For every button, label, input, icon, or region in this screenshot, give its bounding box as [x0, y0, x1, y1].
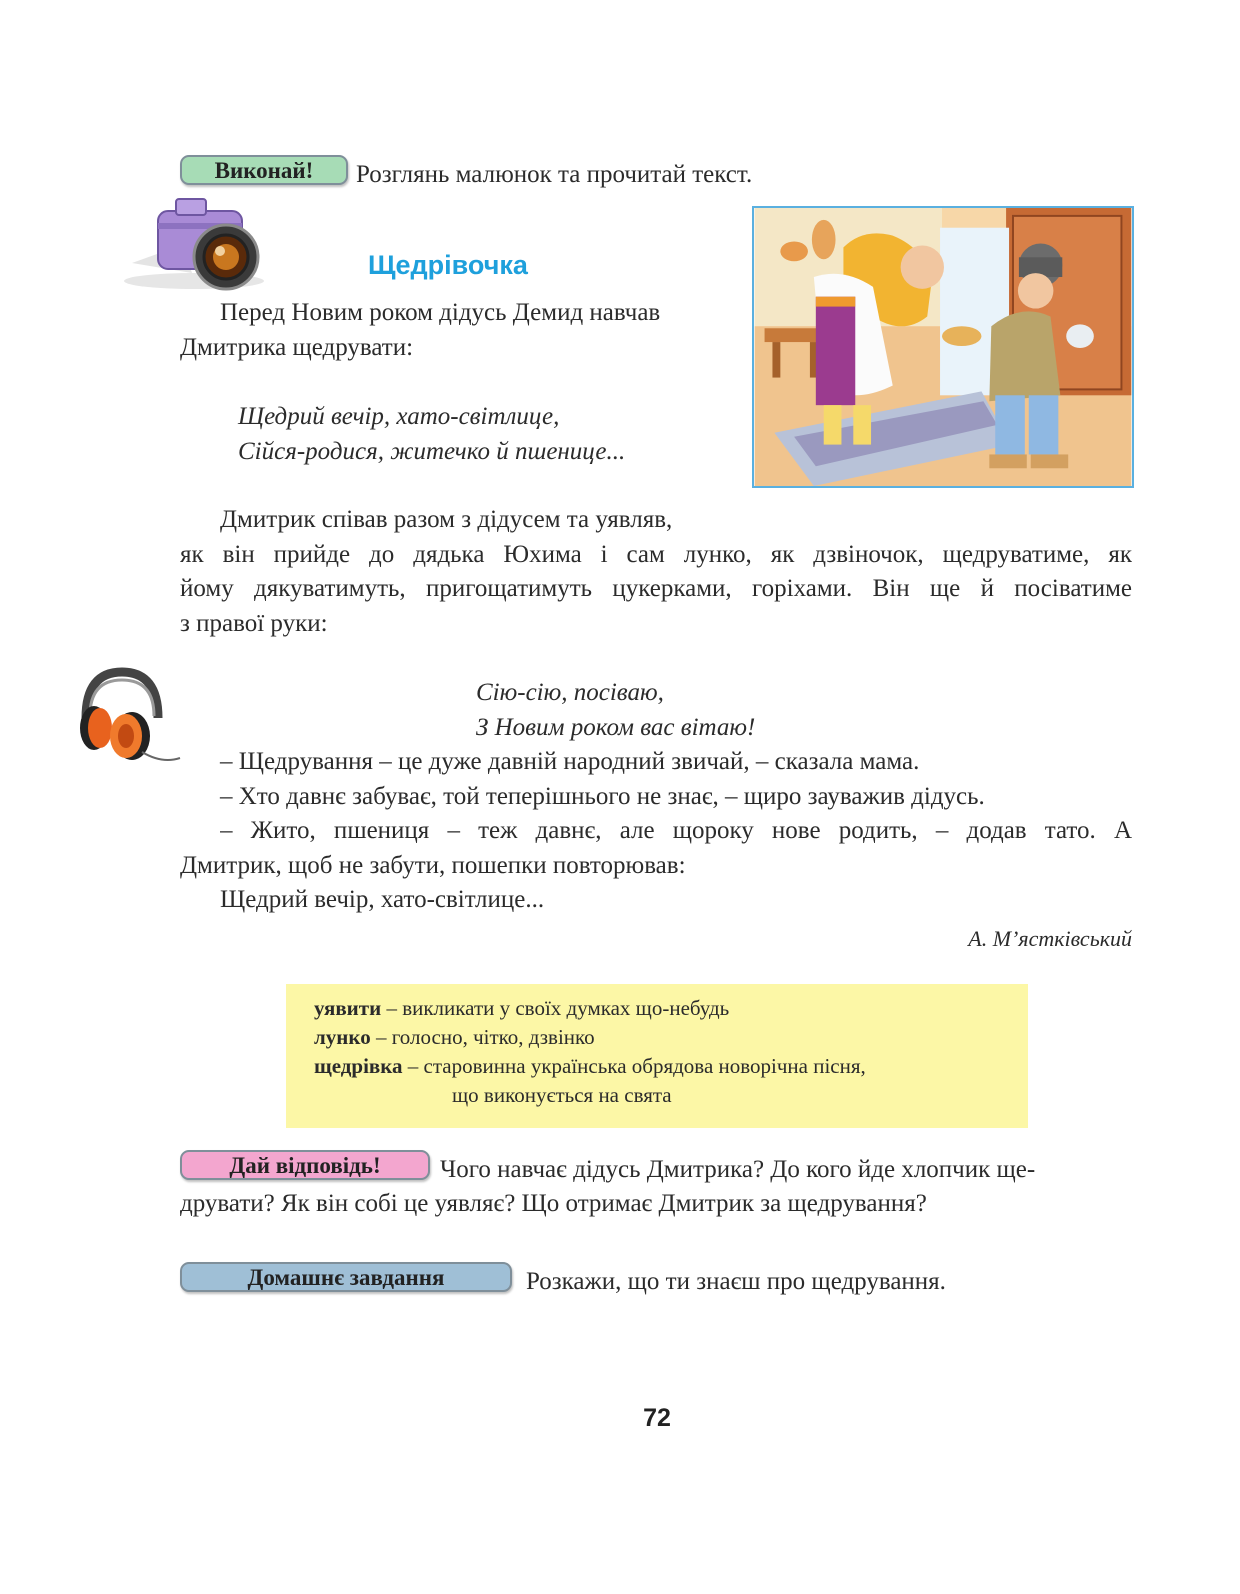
glossary-term: уявити — [314, 996, 382, 1020]
glossary-definition: – голосно, чітко, дзвінко — [370, 1025, 595, 1049]
story-title: Щедрівочка — [368, 250, 528, 280]
p2-line2: як він прийде до дядька Юхима і сам лунко, як дзвіночок, щедруватиме, як — [180, 541, 1132, 568]
dialogue-dad-line1: – Жито, пшениця – теж давнє, але щороку нове родить, – додав тато. А — [220, 817, 1132, 844]
p1-line1: Перед Новим роком дідусь Демид навчав — [220, 299, 661, 326]
verse2-line2: З Новим роком вас вітаю! — [476, 714, 756, 741]
glossary-item — [314, 1023, 595, 1052]
answer-badge — [180, 1150, 430, 1180]
glossary-item-continuation — [452, 1081, 672, 1110]
glossary-box — [286, 984, 1028, 1128]
glossary-definition: – викликати у своїх думках що-небудь — [381, 996, 730, 1020]
homework-badge — [180, 1262, 512, 1292]
carol-illustration — [752, 206, 1134, 488]
task1-text: Розглянь малюнок та прочитай текст. — [356, 161, 753, 188]
glossary-term: щедрівка — [314, 1054, 403, 1078]
p2-line3: йому дякуватимуть, пригощатимуть цукерками, горіхами. Він ще й посіватиме — [180, 575, 1132, 602]
glossary-definition: що виконується на свята — [452, 1083, 672, 1107]
glossary-definition: – старовинна українська обрядова новорічна пісня, — [402, 1054, 866, 1078]
homework-badge-label: Домашнє завдання — [247, 1265, 445, 1290]
verse1-line1: Щедрий вечір, хато-світлице, — [238, 403, 560, 430]
story-last-line: Щедрий вечір, хато-світлице... — [220, 886, 545, 913]
task2-line2: друвати? Як він собі це уявляє? Що отримає Дмитрик за щедрування? — [180, 1190, 927, 1217]
p2-line4: з правої руки: — [180, 610, 328, 637]
glossary-item — [314, 994, 729, 1023]
story-author: А. М’ястківський — [968, 926, 1132, 951]
dialogue-dad-line2: Дмитрик, щоб не забути, пошепки повторював: — [180, 852, 686, 879]
task3-text: Розкажи, що ти знаєш про щедрування. — [526, 1268, 946, 1295]
camera-icon — [122, 193, 270, 293]
answer-badge-label: Дай відповідь! — [229, 1153, 381, 1178]
verse2-line1: Сію-сію, посіваю, — [476, 679, 664, 706]
dialogue-grandpa: – Хто давнє забуває, той теперішнього не знає, – щиро зауважив дідусь. — [220, 783, 985, 810]
headphones-icon — [72, 666, 184, 766]
glossary-item — [314, 1052, 866, 1081]
glossary-term: лунко — [314, 1025, 371, 1049]
p1-line2: Дмитрика щедрувати: — [180, 334, 414, 361]
p2-line1: Дмитрик співав разом з дідусем та уявляв, — [220, 506, 673, 533]
execute-badge — [180, 155, 348, 185]
execute-badge-label: Виконай! — [214, 158, 314, 183]
dialogue-mom: – Щедрування – це дуже давній народний звичай, – сказала мама. — [220, 748, 920, 775]
task2-line1: Чого навчає дідусь Дмитрика? До кого йде хлопчик ще- — [440, 1156, 1036, 1183]
verse1-line2: Сійся-родися, житечко й пшенице... — [238, 438, 626, 465]
page-number: 72 — [643, 1404, 671, 1432]
